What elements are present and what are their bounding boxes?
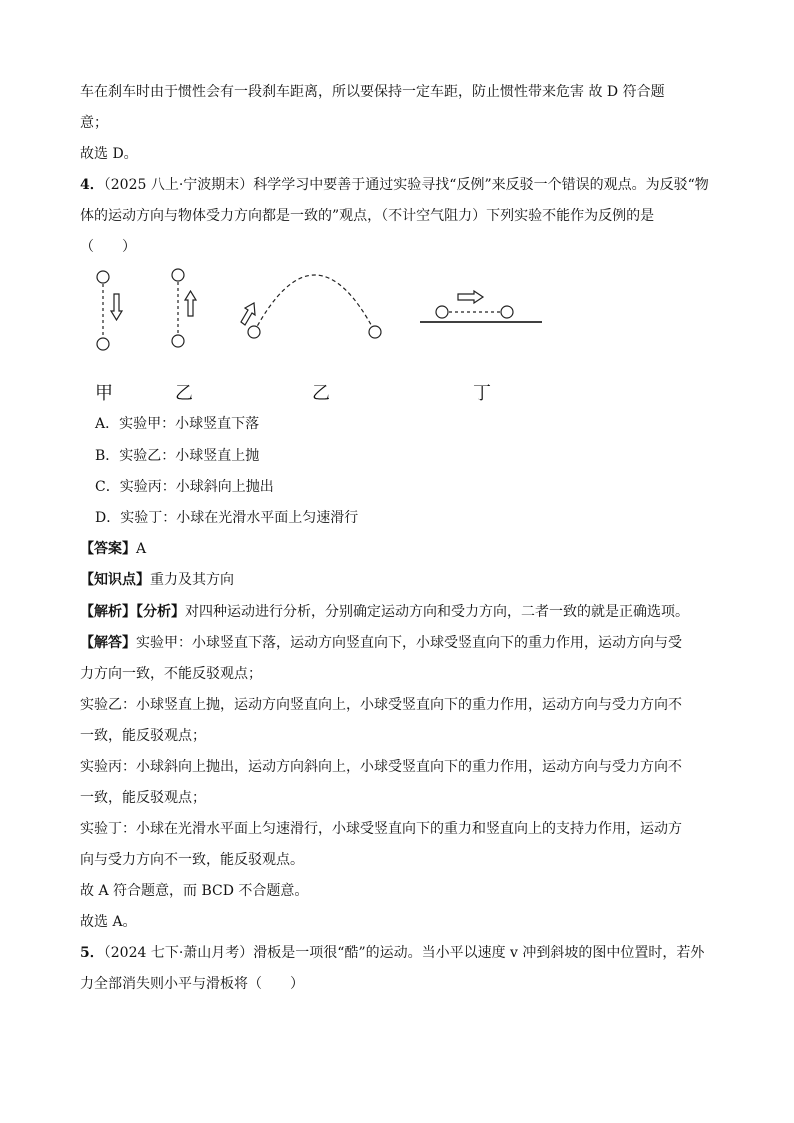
answer-tag: 【答案】 [80,541,136,557]
question-source: （2025 八上·宁波期末） [103,177,254,193]
question-stem-text: 科学学习中要善于通过实验寻找“反例”来反驳一个错误的观点。为反驳“物 [253,177,709,193]
projectile-trajectory [254,275,375,332]
ball-start [248,326,260,338]
solution-tag: 【解答】 [80,635,136,651]
q3-explanation-line: 意； [80,115,108,131]
answer-value: A [136,541,147,557]
knowledge-line [80,570,234,590]
answer-line [80,539,146,559]
q4-blank: （ ） [80,239,136,255]
option-c: C．实验丙：小球斜向上抛出 [95,479,274,495]
solution-conclusion: 故选 A。 [80,914,137,930]
solution-line: 力方向一致，不能反驳观点； [80,666,262,682]
solution-line: 实验丙：小球斜向上抛出，运动方向斜向上，小球受竖直向下的重力作用，运动方向与受力方向不 [80,759,682,775]
figure-label-jia: 甲 [95,383,113,404]
up-arrow-icon [185,291,196,316]
question-number: 4． [80,177,104,193]
question-number: 5． [80,945,104,961]
solution-line: 一致，能反驳观点； [80,790,206,806]
option-b: B．实验乙：小球竖直上抛 [95,448,260,464]
ball-bottom [97,338,109,350]
q3-explanation-line: 车在刹车时由于惯性会有一段刹车距离，所以要保持一定车距，防止惯性带来危害 故 D 符合题 [80,84,665,100]
q3-conclusion: 故选 D。 [80,146,138,162]
ball-end [501,306,513,318]
figure-label-yi: 乙 [175,383,193,404]
ball-start [436,306,448,318]
solution-text: 实验甲：小球竖直下落，运动方向竖直向下，小球受竖直向下的重力作用，运动方向与受 [136,635,682,651]
ball-top [172,269,184,281]
question-stem-text: 滑板是一项很“酷”的运动。当小平以速度 v 冲到斜坡的图中位置时，若外 [253,945,705,961]
right-arrow-icon [458,291,483,303]
analysis-line [80,602,689,622]
ball-top [97,271,109,283]
solution-line [80,633,682,653]
q5-stem-line-2: 力全部消失则小平与滑板将（ ） [80,976,304,992]
ball-bottom [172,335,184,347]
solution-line: 实验丁：小球在光滑水平面上匀速滑行，小球受竖直向下的重力和竖直向上的支持力作用，运动方 [80,821,682,837]
figure-label-ding: 丁 [473,383,491,404]
figure-label-bing: 乙 [312,383,330,404]
analysis-text: 对四种运动进行分析，分别确定运动方向和受力方向，二者一致的就是正确选项。 [185,604,689,620]
diagonal-arrow-icon [241,303,255,325]
q5-stem-line-1 [80,943,704,963]
solution-line: 一致，能反驳观点； [80,728,206,744]
option-a: A．实验甲：小球竖直下落 [95,416,260,432]
question-source: （2024 七下·萧山月考） [103,945,254,961]
solution-line: 向与受力方向不一致，能反驳观点。 [80,852,304,868]
solution-line: 实验乙：小球竖直上抛，运动方向竖直向上，小球受竖直向下的重力作用，运动方向与受力方向不 [80,697,682,713]
solution-line: 故 A 符合题意，而 BCD 不合题意。 [80,883,309,899]
q4-stem-line-2: 体的运动方向与物体受力方向都是一致的”观点，（不计空气阻力）下列实验不能作为反例的是 [80,208,655,224]
knowledge-tag: 【知识点】 [80,572,150,588]
knowledge-value: 重力及其方向 [150,572,234,588]
option-d: D．实验丁：小球在光滑水平面上匀速滑行 [95,510,359,526]
ball-end [369,326,381,338]
down-arrow-icon [111,294,122,320]
analysis-tag: 【解析】【分析】 [80,604,185,620]
